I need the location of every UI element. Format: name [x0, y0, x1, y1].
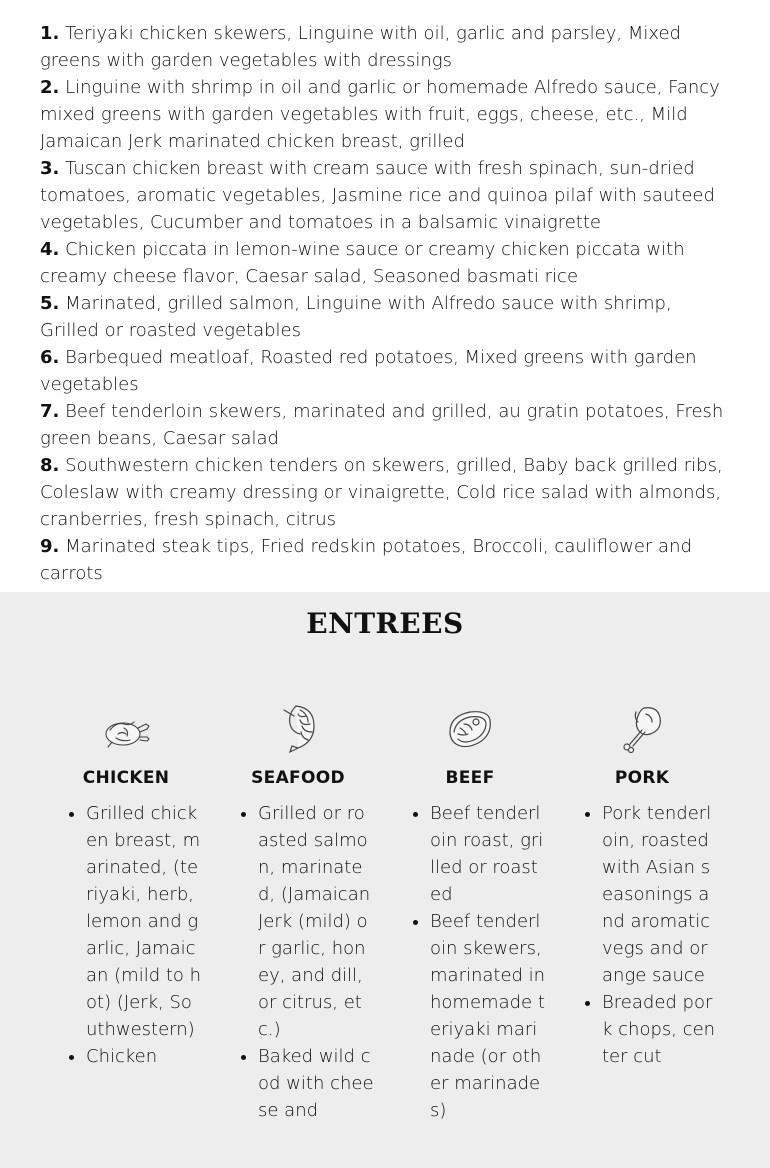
menu-number: 8.: [40, 455, 60, 476]
list-item: • Grilled chicken breast, marinated, (teriyaki, herb, lemon and garlic, Jamaican (mild to hot) (Jerk, Southwestern): [86, 800, 202, 1043]
entree-list: [212, 800, 384, 1124]
menu-text: Marinated steak tips, Fried redskin potatoes, Broccoli, cauliflower and carrots: [40, 536, 692, 584]
menu-number: 5.: [40, 293, 60, 314]
list-item: • Chicken: [86, 1043, 202, 1070]
menu-text: Linguine with shrimp in oil and garlic or homemade Alfredo sauce, Fancy mixed greens with garden vegetables with fruit, eggs, cheese, etc., Mild Jamaican Jerk marinated chicken breast, grilled: [40, 77, 720, 152]
menu-number: 2.: [40, 77, 60, 98]
menu-text: Chicken piccata in lemon-wine sauce or creamy chicken piccata with creamy cheese flavor, Caesar salad, Seasoned basmati rice: [40, 239, 685, 287]
entree-list: [384, 800, 556, 1124]
entrees-title: ENTREES: [306, 607, 464, 640]
menu-text: Barbequed meatloaf, Roasted red potatoes, Mixed greens with garden vegetables: [40, 347, 697, 395]
list-item: • Baked wild cod with cheese and: [258, 1043, 374, 1124]
entree-list: [40, 800, 212, 1070]
menu-item-4: [40, 236, 730, 290]
menu-item-2: [40, 74, 730, 155]
menu-item-1: [40, 20, 730, 74]
steak-icon: [442, 704, 498, 754]
menu-number: 6.: [40, 347, 60, 368]
column-heading: PORK: [614, 768, 670, 788]
menu-text: Tuscan chicken breast with cream sauce with fresh spinach, sun-dried tomatoes, aromatic vegetables, Jasmine rice and quinoa pilaf with sauteed vegetables, Cucumber and tomatoes in a balsamic vinaigrette: [40, 158, 715, 233]
pork-leg-icon: [614, 704, 670, 754]
menu-item-6: [40, 344, 730, 398]
column-heading: CHICKEN: [82, 768, 170, 788]
column-chicken: [40, 704, 212, 1124]
menu-text: Teriyaki chicken skewers, Linguine with oil, garlic and parsley, Mixed greens with garden vegetables with dressings: [40, 23, 681, 71]
column-heading: BEEF: [445, 768, 495, 788]
entree-list: [556, 800, 728, 1070]
column-seafood: [212, 704, 384, 1124]
menu-item-3: [40, 155, 730, 236]
menu-text: Southwestern chicken tenders on skewers, grilled, Baby back grilled ribs, Coleslaw with creamy dressing or vinaigrette, Cold rice salad with almonds, cranberries, fresh spinach, citrus: [40, 455, 723, 530]
menu-item-9: [40, 533, 730, 587]
menu-number: 1.: [40, 23, 60, 44]
menu-number: 9.: [40, 536, 60, 557]
entree-columns: [0, 704, 770, 1124]
menu-item-5: [40, 290, 730, 344]
menu-text: Beef tenderloin skewers, marinated and grilled, au gratin potatoes, Fresh green beans, Caesar salad: [40, 401, 724, 449]
menu-number: 4.: [40, 239, 60, 260]
list-item: • Grilled or roasted salmon, marinated, (Jamaican Jerk (mild) or garlic, honey, and dill, or citrus, etc.): [258, 800, 374, 1043]
list-item: • Beef tenderloin roast, grilled or roasted: [430, 800, 546, 908]
column-heading: SEAFOOD: [251, 768, 345, 788]
entrees-section: [0, 592, 770, 1168]
column-beef: [384, 704, 556, 1124]
shrimp-icon: [270, 704, 326, 754]
column-pork: [556, 704, 728, 1124]
menu-item-8: [40, 452, 730, 533]
chicken-icon: [98, 704, 154, 754]
list-item: • Pork tenderloin, roasted with Asian seasonings and aromatic vegs and orange sauce: [602, 800, 718, 989]
list-item: • Beef tenderloin skewers, marinated in homemade teriyaki marinade (or other marinades): [430, 908, 546, 1124]
menu-text: Marinated, grilled salmon, Linguine with Alfredo sauce with shrimp, Grilled or roasted vegetables: [40, 293, 672, 341]
menu-number: 3.: [40, 158, 60, 179]
menu-number: 7.: [40, 401, 60, 422]
list-item: • Breaded pork chops, center cut: [602, 989, 718, 1070]
menu-item-7: [40, 398, 730, 452]
